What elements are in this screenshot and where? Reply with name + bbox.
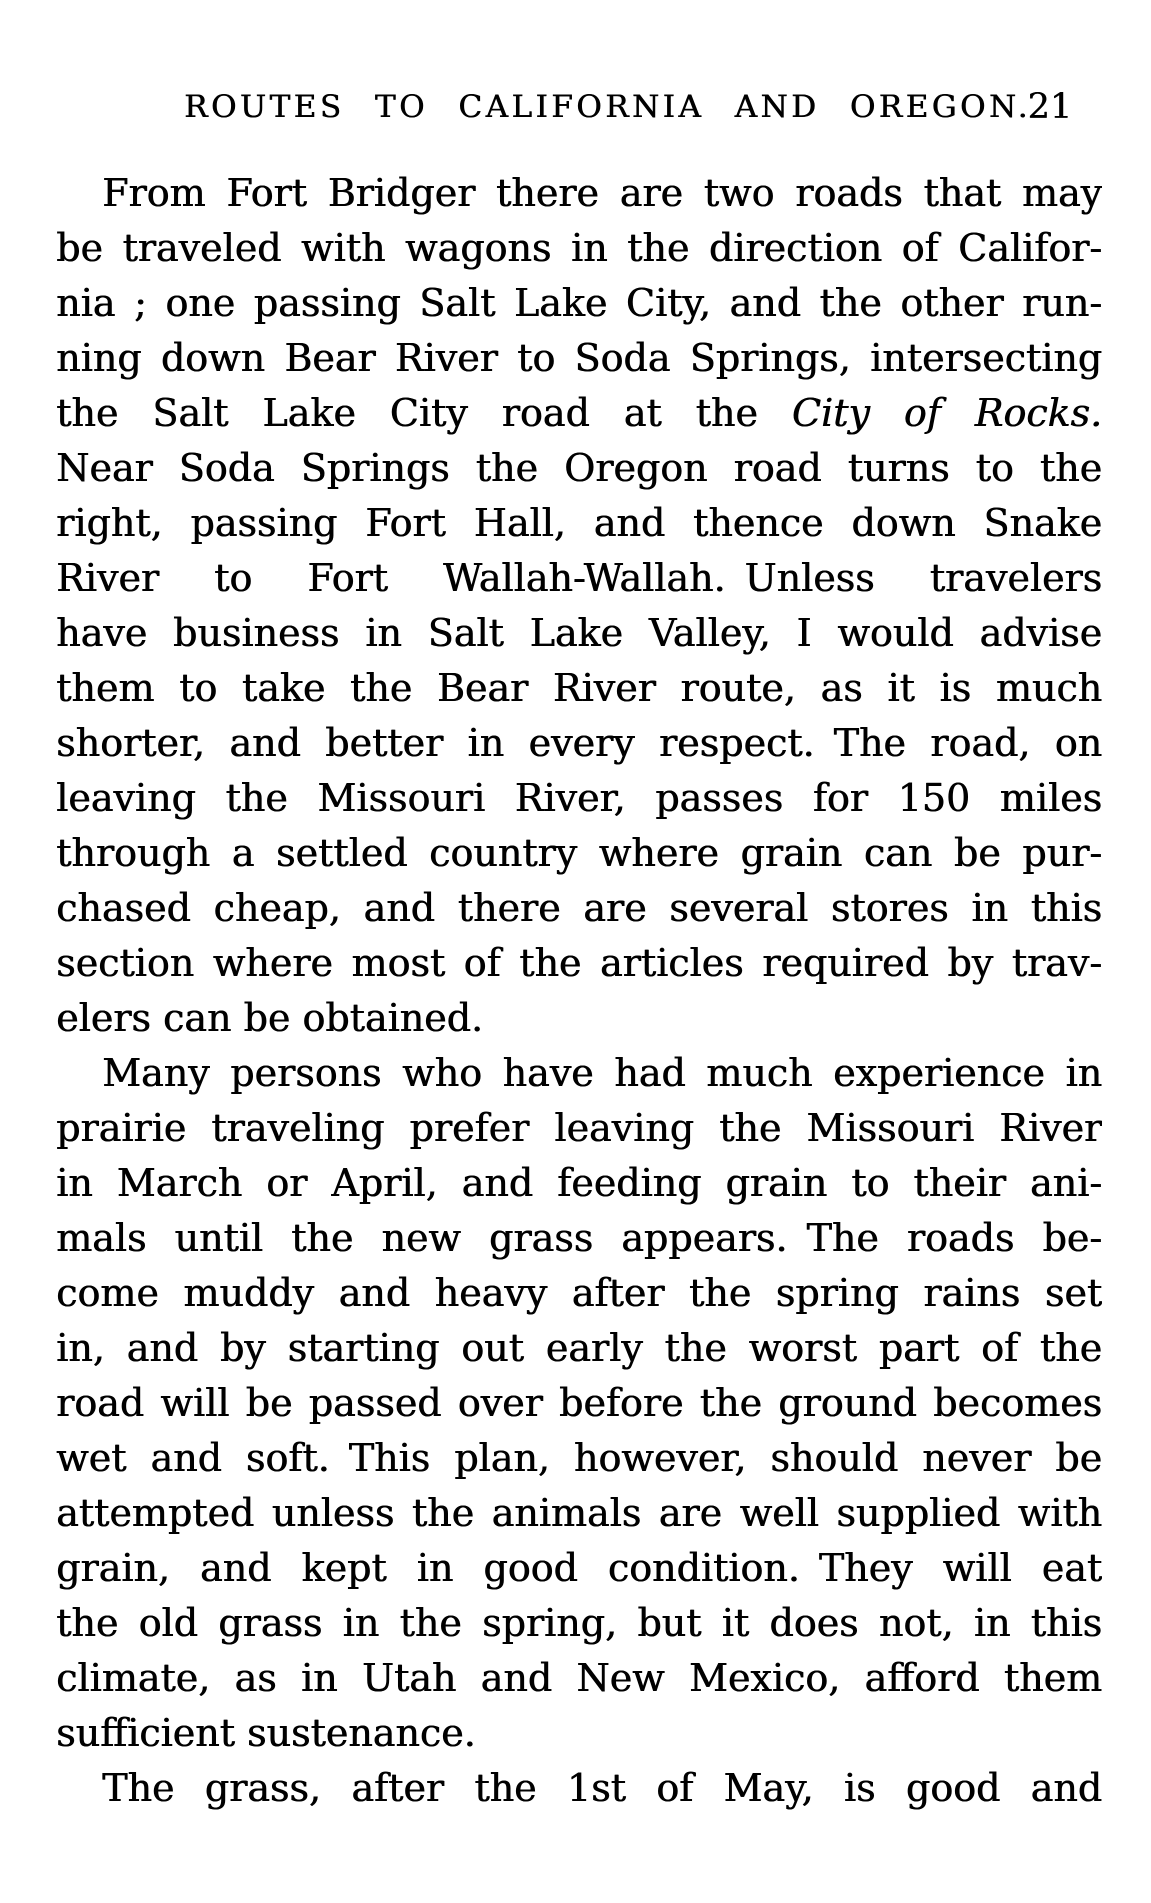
text-line: [56, 771, 1102, 826]
text-line: [56, 1266, 1102, 1321]
text-line: [56, 1046, 1102, 1101]
text-segment: Many persons who have had much experience in: [102, 1051, 1102, 1095]
text-segment: attempted unless the animals are well supplied with: [56, 1491, 1102, 1535]
text-line: [56, 441, 1102, 496]
text-segment: wet and soft. This plan, however, should never be: [56, 1436, 1102, 1480]
text-segment: right, passing Fort Hall, and thence down Snake: [56, 501, 1102, 545]
text-segment: leaving the Missouri River, passes for 150 miles: [56, 776, 1102, 820]
text-line: [56, 331, 1102, 386]
text-segment: road will be passed over before the ground becomes: [56, 1381, 1102, 1425]
text-line: [56, 496, 1102, 551]
italic-text: City of Rocks.: [791, 391, 1102, 435]
text-line: [56, 1156, 1102, 1211]
text-segment: prairie traveling prefer leaving the Missouri River: [56, 1106, 1102, 1150]
running-header-title: ROUTES TO CALIFORNIA AND OREGON.: [184, 89, 1031, 125]
text-line: [56, 881, 1102, 936]
text-line: [56, 1101, 1102, 1156]
text-line: [56, 1596, 1102, 1651]
text-line: [56, 991, 1102, 1046]
text-segment: shorter, and better in every respect. The road, on: [56, 721, 1102, 765]
text-line: [56, 551, 1102, 606]
text-segment: The grass, after the 1st of May, is good and: [102, 1766, 1102, 1810]
text-segment: the old grass in the spring, but it does not, in this: [56, 1601, 1102, 1645]
text-segment: through a settled country where grain can be pur-: [56, 831, 1102, 875]
page-header: [56, 86, 1100, 128]
text-column: [56, 166, 1102, 1816]
text-segment: in, and by starting out early the worst part of the: [56, 1326, 1102, 1370]
text-line: [56, 1706, 1102, 1761]
text-line: [56, 1321, 1102, 1376]
text-line: [56, 716, 1102, 771]
text-segment: ning down Bear River to Soda Springs, intersecting: [56, 336, 1102, 380]
text-line: [56, 1541, 1102, 1596]
text-segment: sufficient sustenance.: [56, 1711, 476, 1755]
text-segment: be traveled with wagons in the direction of Califor-: [56, 226, 1102, 270]
text-line: [56, 826, 1102, 881]
paragraph: [56, 166, 1102, 1046]
text-line: [56, 1486, 1102, 1541]
text-segment: Near Soda Springs the Oregon road turns to the: [56, 446, 1102, 490]
text-line: [56, 221, 1102, 276]
text-segment: mals until the new grass appears. The roads be-: [56, 1216, 1102, 1260]
text-line: [56, 1376, 1102, 1431]
paragraph: [56, 1761, 1102, 1816]
text-line: [56, 936, 1102, 991]
text-line: [56, 1761, 1102, 1816]
text-segment: the Salt Lake City road at the: [56, 391, 792, 435]
text-line: [56, 276, 1102, 331]
text-line: [56, 1431, 1102, 1486]
text-segment: in March or April, and feeding grain to their ani-: [56, 1161, 1102, 1205]
text-line: [56, 166, 1102, 221]
text-line: [56, 606, 1102, 661]
text-line: [56, 661, 1102, 716]
text-segment: chased cheap, and there are several stores in this: [56, 886, 1102, 930]
text-segment: River to Fort Wallah-Wallah. Unless travelers: [56, 556, 1102, 600]
page-number: 21: [1027, 87, 1072, 127]
text-segment: nia ; one passing Salt Lake City, and the other run-: [56, 281, 1102, 325]
text-segment: grain, and kept in good condition. They will eat: [56, 1546, 1102, 1590]
paragraph: [56, 1046, 1102, 1761]
text-line: [56, 386, 1102, 441]
text-segment: elers can be obtained.: [56, 996, 483, 1040]
text-line: [56, 1651, 1102, 1706]
text-segment: come muddy and heavy after the spring rains set: [56, 1271, 1102, 1315]
text-line: [56, 1211, 1102, 1266]
text-segment: From Fort Bridger there are two roads that may: [102, 171, 1102, 215]
text-segment: them to take the Bear River route, as it is much: [56, 666, 1102, 710]
text-segment: section where most of the articles required by trav-: [56, 941, 1102, 985]
text-segment: have business in Salt Lake Valley, I would advise: [56, 611, 1102, 655]
text-segment: climate, as in Utah and New Mexico, afford them: [56, 1656, 1102, 1700]
